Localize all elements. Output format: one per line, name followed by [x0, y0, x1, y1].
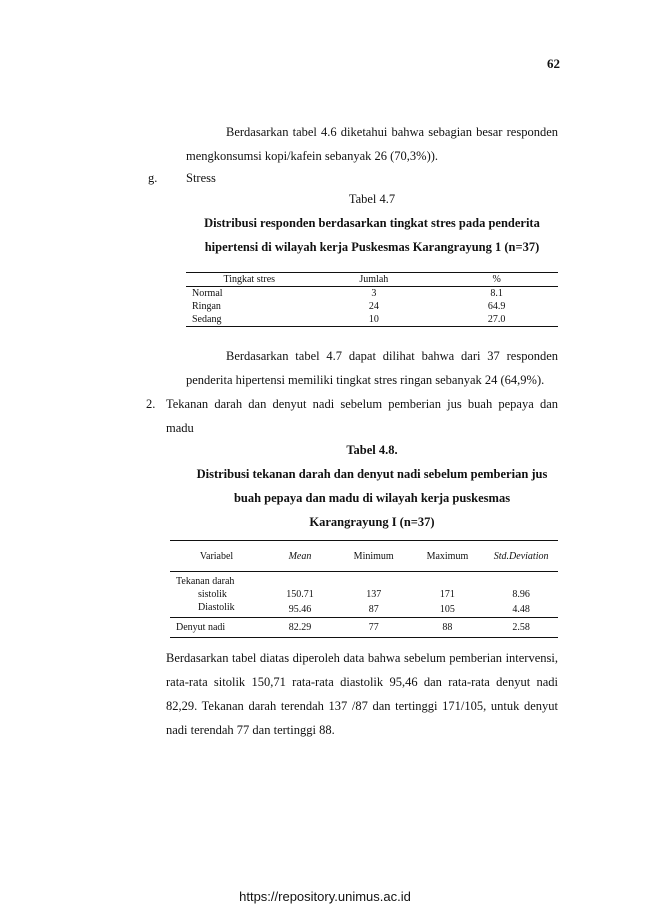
table-header: Tingkat stres	[186, 273, 312, 287]
list-marker-g: g.	[148, 171, 158, 185]
table-cell: Diastolik	[198, 602, 235, 613]
table-header: Variabel	[170, 541, 263, 572]
table-cell: 87	[368, 603, 379, 615]
table-4-8-title: Tabel 4.8.	[346, 443, 398, 457]
list-marker-2: 2.	[146, 397, 156, 411]
table-4-7	[186, 272, 558, 327]
table-cell: 105	[439, 603, 455, 615]
table-cell: 10	[312, 313, 435, 327]
table-header: Minimum	[337, 541, 411, 572]
table-cell: 8.1	[490, 288, 503, 299]
paragraph-table-4-8-summary: Berdasarkan tabel diatas diperoleh data bahwa sebelum pemberian intervensi, rata-rata sitolik 150,71 rata-rata diastolik 95,46 dan rata-rata denyut nadi 82,29. Tekanan darah terendah 137 /87 dan tertinggi 171/105, untuk denyut nadi terendah 77 dan tertinggi 88.	[166, 651, 558, 737]
table-row	[170, 588, 558, 601]
table-row	[186, 313, 558, 327]
list-item-stress: Stress	[186, 171, 216, 185]
table-cell: 8.96	[512, 589, 530, 600]
table-cell: 2.58	[484, 618, 558, 638]
table-header: Mean	[263, 541, 337, 572]
table-4-8-caption-line2: buah pepaya dan madu di wilayah kerja puskesmas	[233, 491, 511, 505]
table-row	[170, 601, 558, 618]
table-group-row	[170, 572, 558, 589]
table-cell: 82.29	[263, 618, 337, 638]
footer-url: https://repository.unimus.ac.id	[239, 889, 411, 904]
table-4-7-title: Tabel 4.7	[348, 192, 396, 206]
table-cell: 64.9	[487, 301, 506, 312]
table-4-8	[170, 540, 558, 638]
table-cell: 171	[439, 589, 455, 600]
table-4-7-caption-line2: hipertensi di wilayah kerja Puskesmas Karangrayung 1 (n=37)	[204, 240, 540, 254]
table-4-8-caption-line1: Distribusi tekanan darah dan denyut nadi sebelum pemberian jus	[196, 467, 548, 481]
table-group-label: Tekanan darah	[176, 576, 235, 587]
table-cell: 3	[371, 288, 377, 299]
table-cell: 27.0	[435, 313, 558, 327]
paragraph-stress-intro: Berdasarkan tabel 4.6 diketahui bahwa sebagian besar responden mengkonsumsi kopi/kafein sebanyak 26 (70,3%)).	[186, 125, 558, 163]
list-item-blood-pressure: Tekanan darah dan denyut nadi sebelum pemberian jus buah pepaya dan madu	[166, 397, 558, 435]
table-row	[170, 618, 558, 638]
paragraph-stress-result: Berdasarkan tabel 4.7 dapat dilihat bahwa dari 37 responden penderita hipertensi memiliki tingkat stres ringan sebanyak 24 (64,9%).	[186, 349, 558, 387]
table-row	[186, 287, 558, 301]
table-cell: Sedang	[186, 313, 312, 327]
table-header: Maximum	[411, 541, 485, 572]
table-row	[186, 300, 558, 313]
table-cell: Denyut nadi	[170, 618, 263, 638]
table-cell: 77	[337, 618, 411, 638]
table-4-7-caption-line1: Distribusi responden berdasarkan tingkat stres pada penderita	[204, 216, 540, 230]
table-cell: 24	[368, 301, 379, 312]
table-cell: 150.71	[286, 589, 314, 600]
table-cell: 137	[366, 589, 382, 600]
table-header: %	[435, 273, 558, 287]
table-cell: 88	[411, 618, 485, 638]
table-cell: sistolik	[198, 589, 227, 600]
table-cell: Ringan	[192, 301, 221, 312]
table-cell: Normal	[192, 288, 223, 299]
page-number: 62	[547, 56, 560, 71]
table-header: Std.Deviation	[484, 541, 558, 572]
table-cell: 95.46	[288, 603, 312, 615]
table-cell: 4.48	[512, 603, 530, 615]
table-4-8-caption-line3: Karangrayung I (n=37)	[309, 515, 435, 529]
table-header: Jumlah	[312, 273, 435, 287]
